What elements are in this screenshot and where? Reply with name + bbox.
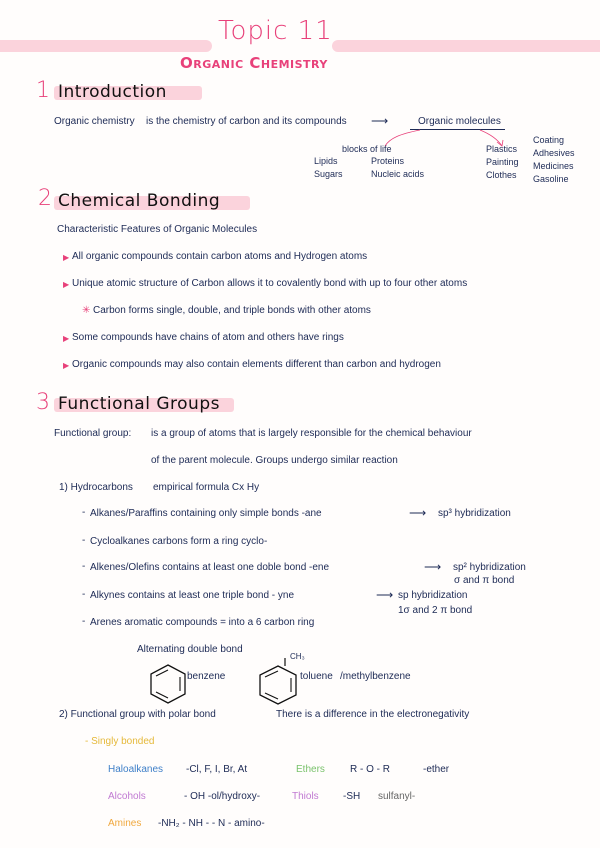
benzene-ring-icon [148, 663, 188, 705]
polar-group-label: 2) Functional group with polar bond [59, 709, 216, 720]
section-number-1: 1 [36, 78, 50, 103]
bonding-bullet-2-sub: Carbon forms single, double, and triple bonds with other atoms [93, 305, 371, 316]
amines-formula: -NH₂ - NH - - N - amino- [158, 818, 265, 829]
alcohols-label: Alcohols [108, 791, 146, 802]
ch3-label: CH₃ [290, 652, 305, 661]
title-bar-left [0, 40, 212, 52]
uses-col1-item: Painting [486, 157, 519, 167]
arrow-icon: ⟶ [409, 506, 427, 520]
uses-col1-item: Plastics [486, 144, 518, 154]
alternating-label: Alternating double bond [137, 644, 243, 655]
ethers-suffix: -ether [423, 764, 450, 775]
uses-col2-item: Coating [533, 135, 565, 145]
section-number-2: 2 [38, 186, 52, 211]
uses-col2-item: Adhesives [533, 148, 575, 158]
amines-label: Amines [108, 818, 142, 829]
dash-icon: - [82, 589, 86, 600]
benzene-label: benzene [187, 671, 226, 682]
section-heading-bonding: Chemical Bonding [58, 191, 221, 211]
triangle-bullet-icon: ▶ [63, 334, 70, 343]
thiols-label: Thiols [292, 791, 319, 802]
triangle-bullet-icon: ▶ [63, 280, 70, 289]
section-heading-functional: Functional Groups [58, 394, 220, 414]
hydrocarbons-formula: empirical formula Cx Hy [153, 482, 260, 493]
alkynes-line: Alkynes contains at least one triple bond - yne [90, 590, 295, 601]
arenes-line: Arenes aromatic compounds = into a 6 carbon ring [90, 617, 315, 628]
methylbenzene-label: /methylbenzene [340, 671, 411, 682]
ethers-formula: R - O - R [350, 764, 390, 775]
blocks-of-life-label: blocks of life [342, 144, 392, 154]
blocks-col2-item: Proteins [371, 156, 405, 166]
title-bar-right [332, 40, 600, 52]
alkynes-hybridization: sp hybridization [398, 590, 468, 601]
bonding-bullet-3: Some compounds have chains of atom and others have rings [72, 332, 344, 343]
triangle-bullet-icon: ▶ [63, 361, 70, 370]
bonding-subheading: Characteristic Features of Organic Molecules [57, 224, 258, 235]
alkenes-bond: σ and π bond [454, 575, 515, 586]
uses-col1-item: Clothes [486, 170, 517, 180]
hydrocarbons-label: 1) Hydrocarbons [59, 482, 133, 493]
dash-icon: - [82, 507, 86, 518]
blocks-col1-item: Sugars [314, 169, 343, 179]
asterisk-bullet-icon: ✳ [82, 305, 91, 316]
alcohols-formula: - OH -ol/hydroxy- [184, 791, 261, 802]
page-subtitle: Organic Chemistry [180, 54, 328, 72]
bonding-bullet-2: Unique atomic structure of Carbon allows it to covalently bond with up to four other atoms [72, 278, 468, 289]
dash-icon: - [82, 535, 86, 546]
cycloalkanes-line: Cycloalkanes carbons form a ring cyclo- [90, 536, 268, 547]
bonding-bullet-4: Organic compounds may also contain elements different than carbon and hydrogen [72, 359, 441, 370]
uses-col2-item: Gasoline [533, 174, 569, 184]
section-heading-intro: Introduction [58, 82, 167, 102]
singly-bonded-label: - Singly bonded [85, 736, 155, 747]
arrow-icon: ⟶ [424, 560, 442, 574]
functional-def-line2: of the parent molecule. Groups undergo similar reaction [151, 455, 398, 466]
intro-def-term: Organic chemistry [54, 116, 135, 127]
thiols-suffix: sulfanyl- [378, 791, 416, 802]
triangle-bullet-icon: ▶ [63, 253, 70, 262]
alkenes-hybridization: sp² hybridization [453, 562, 526, 573]
functional-def-line1: is a group of atoms that is largely responsible for the chemical behaviour [151, 428, 472, 439]
alkynes-bond: 1σ and 2 π bond [398, 605, 473, 616]
haloalkanes-label: Haloalkanes [108, 764, 164, 775]
arrow-icon: ⟶ [371, 114, 389, 128]
haloalkanes-formula: -Cl, F, I, Br, At [186, 764, 248, 775]
intro-arrow-target: Organic molecules [418, 116, 501, 127]
dash-icon: - [82, 561, 86, 572]
intro-def-text: is the chemistry of carbon and its compounds [146, 116, 347, 127]
thiols-formula: -SH [343, 791, 361, 802]
alkanes-line: Alkanes/Paraffins containing only simple bonds -ane [90, 508, 322, 519]
blocks-col2-item: Nucleic acids [371, 169, 425, 179]
alkanes-hybridization: sp³ hybridization [438, 508, 511, 519]
toluene-label: toluene [300, 671, 333, 682]
arrow-icon: ⟶ [376, 588, 394, 602]
polar-group-text: There is a difference in the electronegativity [276, 709, 470, 720]
section-number-3: 3 [36, 390, 50, 415]
bonding-bullet-1: All organic compounds contain carbon atoms and Hydrogen atoms [72, 251, 368, 262]
functional-def-term: Functional group: [54, 428, 132, 439]
toluene-ring-icon [255, 656, 301, 706]
blocks-col1-item: Lipids [314, 156, 338, 166]
alkenes-line: Alkenes/Olefins contains at least one doble bond -ene [90, 562, 330, 573]
uses-col2-item: Medicines [533, 161, 574, 171]
dash-icon: - [82, 616, 86, 627]
ethers-label: Ethers [296, 764, 325, 775]
page-title: Topic 11 [218, 16, 333, 46]
